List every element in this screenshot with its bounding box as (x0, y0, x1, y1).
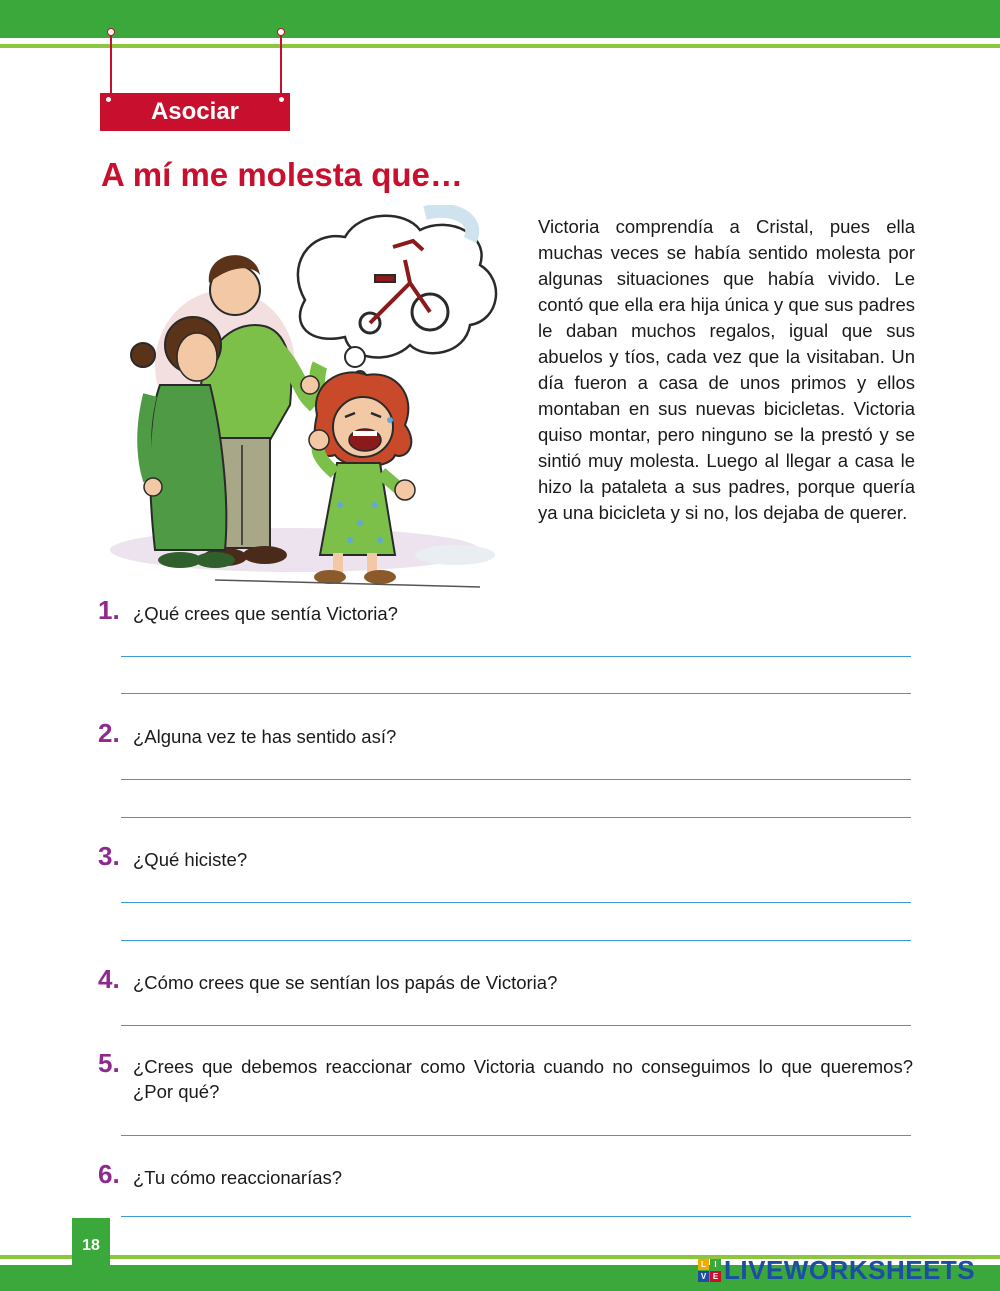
answer-line-3a[interactable] (121, 902, 911, 903)
thought-bubble (298, 211, 496, 395)
page-number: 18 (82, 1237, 100, 1254)
question-text: ¿Crees que debemos reaccionar como Victoria cuando no conseguimos lo que queremos? ¿Por qué? (133, 1056, 913, 1102)
tag-hole-right (279, 97, 284, 102)
question-number: 3. (98, 841, 120, 871)
question-number: 4. (98, 964, 120, 994)
answer-line-5[interactable] (121, 1135, 911, 1136)
lw-brand-text: LIVEWORKSHEETS (724, 1254, 976, 1285)
pin-left (107, 28, 115, 36)
answer-line-3b[interactable] (121, 940, 911, 941)
answer-line-4[interactable] (121, 1025, 911, 1026)
page-number-badge (72, 1218, 110, 1273)
lw-logo-icon: L I V E (698, 1259, 721, 1282)
tag-string-left (110, 30, 112, 94)
section-tag (100, 93, 290, 131)
page-title: A mí me molesta que… (101, 156, 463, 193)
mother (131, 317, 235, 568)
answer-line-1a[interactable] (121, 656, 911, 657)
ground-line (215, 580, 480, 587)
answer-line-6[interactable] (121, 1216, 911, 1217)
section-tag-label: Asociar (150, 98, 240, 125)
family-illustration (105, 205, 520, 595)
tag-string-right (280, 30, 282, 94)
question-text: ¿Qué crees que sentía Victoria? (133, 603, 398, 624)
question-text: ¿Tu cómo reaccionarías? (133, 1167, 343, 1188)
answer-line-1b[interactable] (121, 693, 911, 694)
question-text: ¿Cómo crees que se sentían los papás de Victoria? (133, 972, 558, 993)
question-text: ¿Qué hiciste? (133, 849, 248, 870)
top-banner (0, 0, 1000, 38)
pin-right (277, 28, 285, 36)
answer-line-2b[interactable] (121, 817, 911, 818)
question-number: 5. (98, 1048, 120, 1078)
top-stripe (0, 44, 1000, 48)
question-number: 2. (98, 718, 120, 748)
tag-hole-left (106, 97, 111, 102)
question-text: ¿Alguna vez te has sentido así? (133, 726, 397, 747)
story-paragraph: Victoria comprendía a Cristal, pues ella muchas veces se había sentido molesta por algunas situaciones que había vivido. Le contó que ella era hija única y que sus padres le daban muchos regalos, igual que sus abuelos y tíos, cada vez que la visitaban. Un día fueron a casa de unos primos y ellos montaban en sus nuevas bicicletas. Victoria quiso montar, pero ninguno se la prestó y se sintió muy molesta. Luego al llegar a casa le hizo la pataleta a sus padres, porque quería ya una bicicleta y si no, los dejaba de querer. (538, 216, 915, 523)
question-number: 1. (98, 595, 120, 625)
question-number: 6. (98, 1159, 120, 1189)
answer-line-2a[interactable] (121, 779, 911, 780)
liveworksheets-logo[interactable] (698, 1255, 975, 1285)
